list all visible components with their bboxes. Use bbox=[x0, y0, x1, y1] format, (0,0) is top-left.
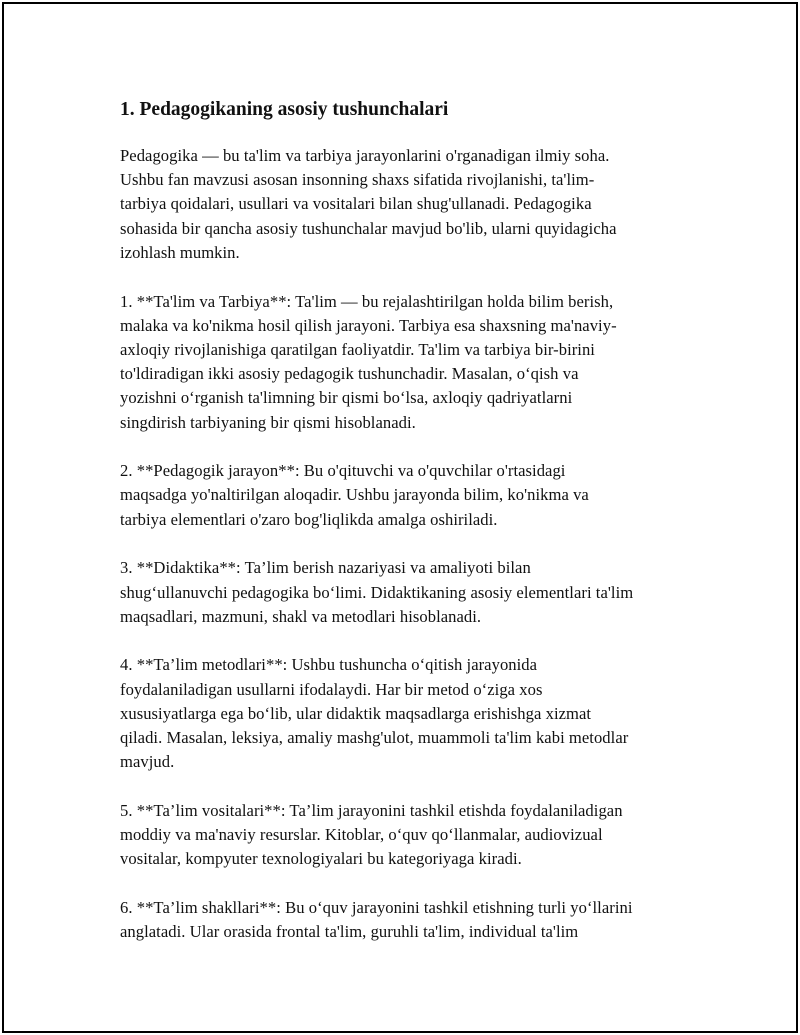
text-line: tarbiya elementlari o'zaro bog'liqlikda amalga oshiriladi. bbox=[120, 509, 498, 529]
text-line: sohasida bir qancha asosiy tushunchalar mavjud bo'lib, ularni quyidagicha bbox=[120, 218, 617, 238]
text-line: xususiyatlarga ega bo‘lib, ular didaktik maqsadlarga erishishga xizmat bbox=[120, 703, 592, 723]
text-line: anglatadi. Ular orasida frontal ta'lim, guruhli ta'lim, individual ta'lim bbox=[120, 922, 579, 942]
text-line: moddiy va ma'naviy resurslar. Kitoblar, o‘quv qo‘llanmalar, audiovizual bbox=[120, 825, 603, 845]
text-line: maqsadlari, mazmuni, shakl va metodlari hisoblanadi. bbox=[120, 606, 482, 626]
text-line: qiladi. Masalan, leksiya, amaliy mashg'ulot, muammoli ta'lim kabi metodlar bbox=[120, 728, 629, 748]
document-content bbox=[120, 96, 702, 969]
text-line: shug‘ullanuvchi pedagogika bo‘limi. Didaktikaning asosiy elementlari ta'lim bbox=[120, 582, 634, 602]
paragraph-pedagogik-jarayon bbox=[120, 459, 702, 532]
paragraph-intro bbox=[120, 144, 702, 265]
text-line: mavjud. bbox=[120, 752, 175, 772]
paragraph-talim-vositalari bbox=[120, 799, 702, 872]
text-line: yozishni o‘rganish ta'limning bir qismi bo‘lsa, axloqiy qadriyatlarni bbox=[120, 388, 573, 408]
text-line: izohlash mumkin. bbox=[120, 242, 240, 262]
text-line: 3. **Didaktika**: Ta’lim berish nazariyasi va amaliyoti bilan bbox=[120, 558, 531, 578]
text-line: 1. **Ta'lim va Tarbiya**: Ta'lim — bu rejalashtirilgan holda bilim berish, bbox=[120, 291, 614, 311]
text-line: maqsadga yo'naltirilgan aloqadir. Ushbu jarayonda bilim, ko'nikma va bbox=[120, 485, 589, 505]
text-line: axloqiy rivojlanishiga qaratilgan faoliyatdir. Ta'lim va tarbiya bir-birini bbox=[120, 339, 595, 359]
paragraph-talim-shakllari bbox=[120, 896, 702, 944]
section-title: 1. Pedagogikaning asosiy tushunchalari bbox=[120, 99, 449, 120]
text-line: foydalaniladigan usullarni ifodalaydi. Har bir metod o‘ziga xos bbox=[120, 679, 543, 699]
text-line: malaka va ko'nikma hosil qilish jarayoni. Tarbiya esa shaxsning ma'naviy- bbox=[120, 315, 617, 335]
text-line: 6. **Ta’lim shakllari**: Bu o‘quv jarayonini tashkil etishning turli yo‘llarini bbox=[120, 898, 633, 918]
paragraph-didaktika bbox=[120, 556, 702, 629]
text-line: vositalar, kompyuter texnologiyalari bu kategoriyaga kiradi. bbox=[120, 849, 522, 869]
text-line: tarbiya qoidalari, usullari va vositalari bilan shug'ullanadi. Pedagogika bbox=[120, 194, 592, 214]
text-line: Ushbu fan mavzusi asosan insonning shaxs sifatida rivojlanishi, ta'lim- bbox=[120, 170, 595, 190]
text-line: Pedagogika — bu ta'lim va tarbiya jarayonlarini o'rganadigan ilmiy soha. bbox=[120, 146, 610, 165]
document-page bbox=[2, 2, 798, 1033]
paragraph-talim-metodlari bbox=[120, 653, 702, 774]
text-line: singdirish tarbiyaning bir qismi hisoblanadi. bbox=[120, 412, 416, 432]
text-line: 4. **Ta’lim metodlari**: Ushbu tushuncha o‘qitish jarayonida bbox=[120, 655, 538, 675]
text-line: to'ldiradigan ikki asosiy pedagogik tushunchadir. Masalan, o‘qish va bbox=[120, 364, 579, 384]
paragraph-talim-tarbiya bbox=[120, 290, 702, 435]
text-line: 2. **Pedagogik jarayon**: Bu o'qituvchi va o'quvchilar o'rtasidagi bbox=[120, 461, 566, 481]
text-line: 5. **Ta’lim vositalari**: Ta’lim jarayonini tashkil etishda foydalaniladigan bbox=[120, 800, 623, 820]
